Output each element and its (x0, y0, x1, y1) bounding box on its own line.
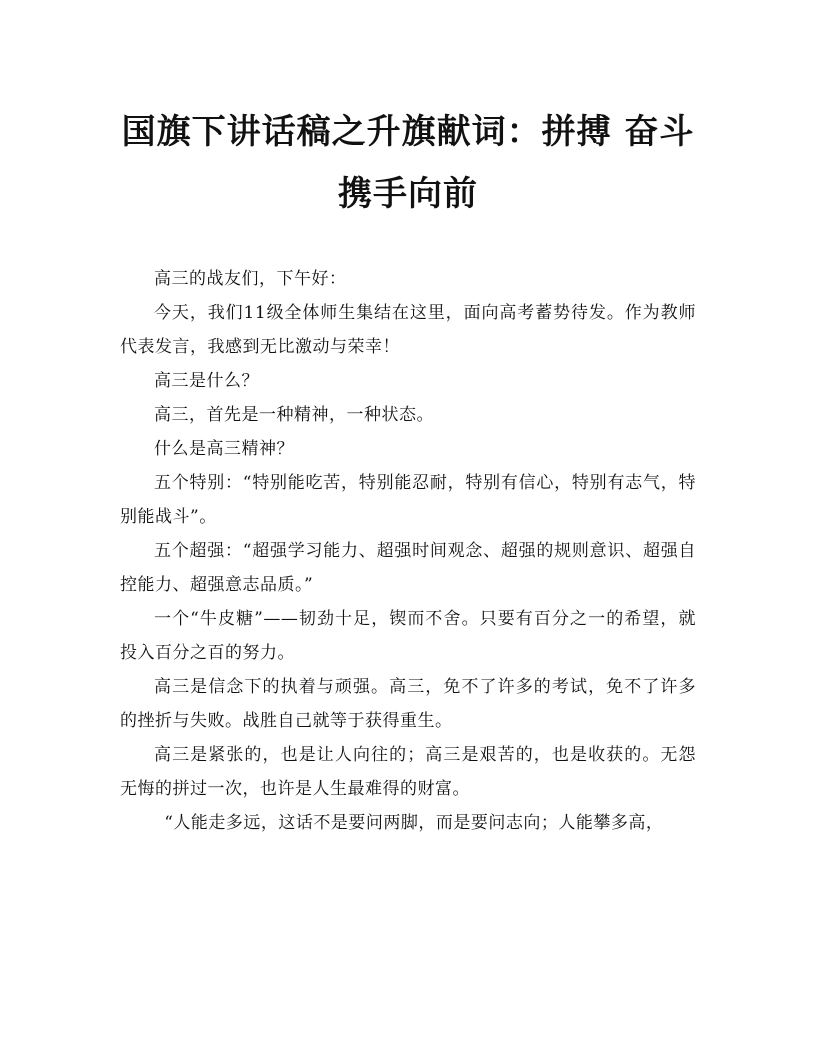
paragraph-greeting: 高三的战友们，下午好： (154, 269, 347, 289)
paragraph-five-super: 五个超强：“超强学习能力、超强时间观念、超强的规则意识、超强自控能力、超强意志品质。” (120, 541, 696, 595)
paragraph-belief: 高三是信念下的执着与顽强。高三，免不了许多的考试，免不了许多的挫折与失败。战胜自己就等于获得重生。 (120, 677, 696, 731)
paragraph-quote: “人能走多远，这话不是要问两脚，而是要问志向；人能攀多高， (164, 813, 664, 833)
paragraph-question: 高三是什么？ (154, 371, 259, 391)
paragraph-spirit-question: 什么是高三精神？ (154, 439, 294, 459)
paragraph-five-special: 五个特别：“特别能吃苦，特别能忍耐，特别有信心，特别有志气，特别能战斗”。 (120, 473, 696, 527)
document-title-line-2: 携手向前 (338, 174, 478, 214)
paragraph-tension: 高三是紧张的，也是让人向往的；高三是艰苦的，也是收获的。无怨无悔的拼过一次，也许是人生最难得的财富。 (120, 745, 696, 799)
document-body (120, 262, 696, 840)
paragraph-toffee: 一个“牛皮糖”——韧劲十足，锲而不舍。只要有百分之一的希望，就投入百分之百的努力。 (120, 609, 696, 663)
document-title-line-1: 国旗下讲话稿之升旗献词：拼搏 奋斗 (121, 112, 695, 152)
paragraph-intro: 今天，我们11级全体师生集结在这里，面向高考蓄势待发。作为教师代表发言，我感到无比激动与荣幸！ (120, 303, 696, 357)
paragraph-spirit: 高三，首先是一种精神，一种状态。 (154, 405, 434, 425)
